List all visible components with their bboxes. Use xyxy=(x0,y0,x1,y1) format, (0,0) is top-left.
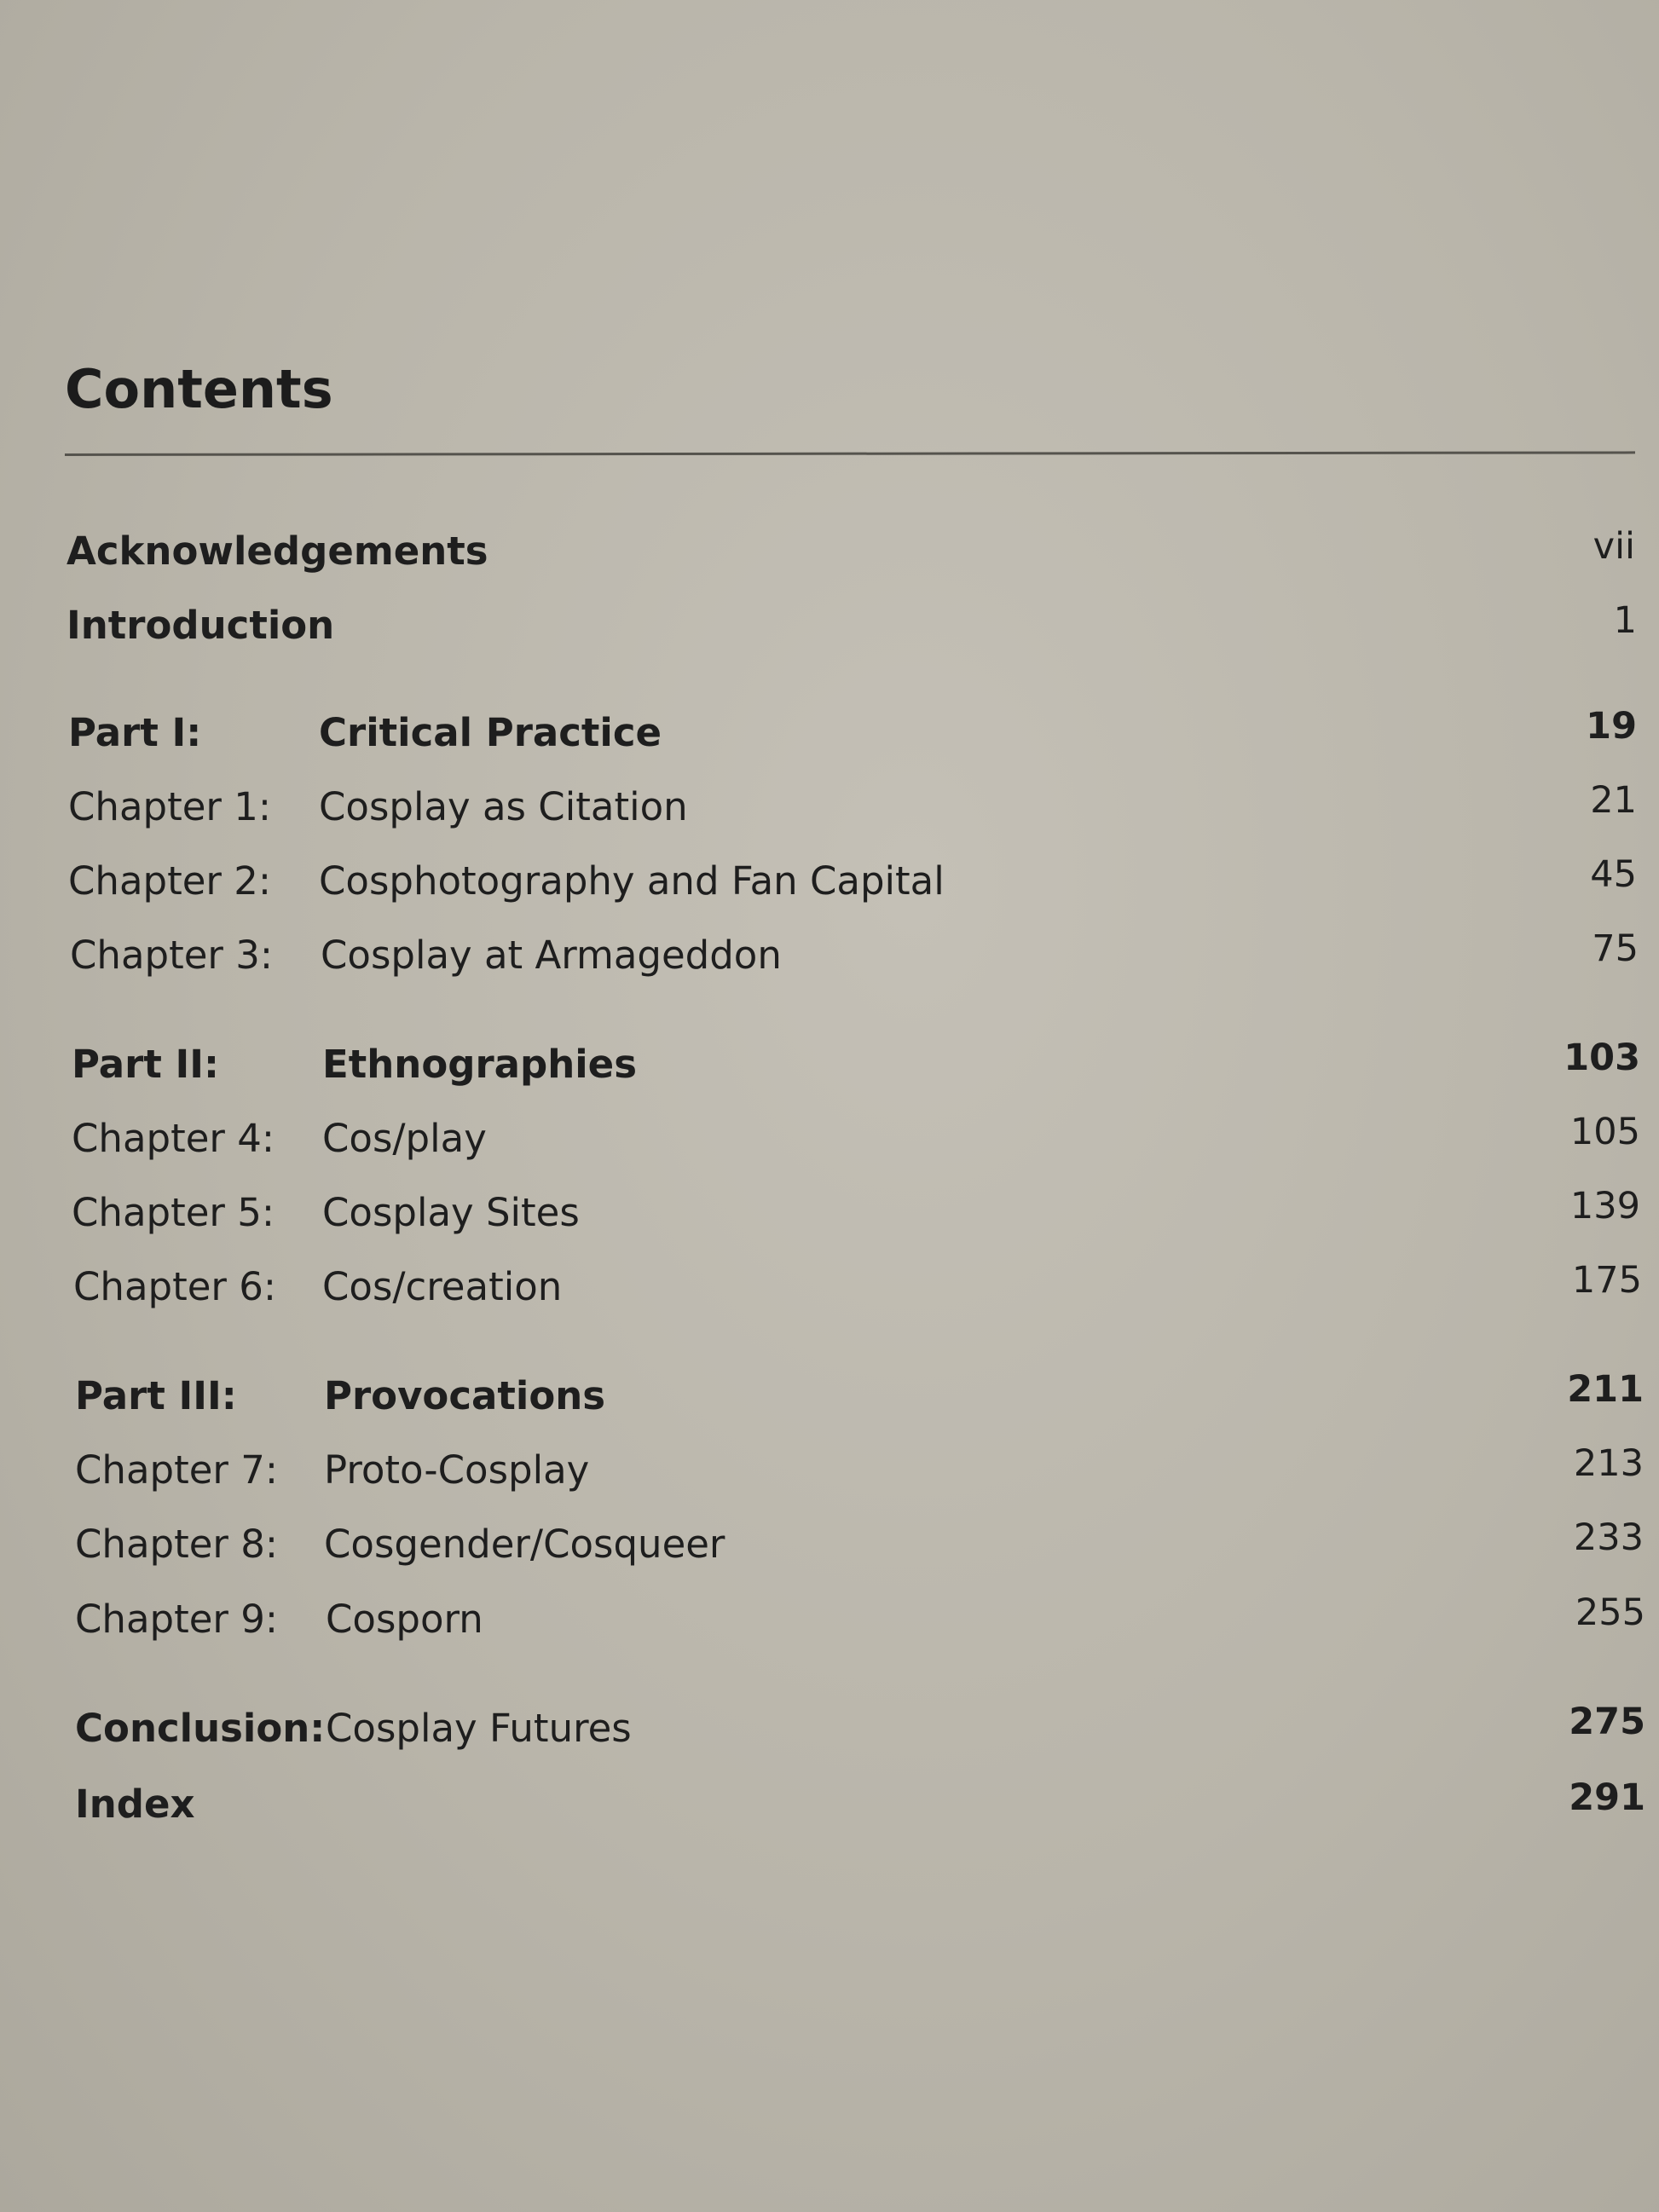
part-title: Ethnographies xyxy=(322,1042,637,1087)
chapter-title: Cos/play xyxy=(322,1116,487,1161)
chapter-label: Chapter 9: xyxy=(75,1597,279,1642)
toc-chapter-2[interactable] xyxy=(0,853,1659,918)
part-label: Part I: xyxy=(68,710,202,755)
toc-chapter-5[interactable] xyxy=(0,1185,1659,1250)
chapter-page: 139 xyxy=(1569,1185,1640,1227)
chapter-label: Chapter 6: xyxy=(73,1264,277,1309)
title-divider xyxy=(65,451,1635,456)
part-title: Provocations xyxy=(324,1373,606,1418)
chapter-label: Chapter 3: xyxy=(70,933,274,978)
entry-page: 275 xyxy=(1569,1701,1645,1743)
chapter-title: Cosplay Sites xyxy=(322,1190,580,1235)
toc-entry-acknowledgements[interactable] xyxy=(0,525,1659,588)
entry-title: Cosplay Futures xyxy=(326,1706,632,1751)
chapter-label: Chapter 2: xyxy=(68,858,272,904)
toc-entry-index[interactable] xyxy=(0,1776,1659,1841)
chapter-title: Cos/creation xyxy=(322,1264,563,1309)
entry-page: 1 xyxy=(1613,599,1637,642)
entry-label: Index xyxy=(75,1782,195,1827)
chapter-title: Cosplay at Armageddon xyxy=(321,933,782,978)
chapter-page: 175 xyxy=(1571,1259,1642,1302)
part-label: Part II: xyxy=(72,1042,219,1087)
toc-chapter-6[interactable] xyxy=(0,1259,1659,1324)
toc-chapter-9[interactable] xyxy=(0,1591,1659,1656)
chapter-page: 213 xyxy=(1573,1442,1644,1485)
chapter-page: 45 xyxy=(1590,853,1637,896)
chapter-label: Chapter 5: xyxy=(72,1190,275,1235)
entry-page: vii xyxy=(1593,525,1635,568)
chapter-page: 233 xyxy=(1573,1516,1644,1559)
chapter-page: 75 xyxy=(1592,927,1639,970)
chapter-title: Cosporn xyxy=(326,1597,483,1642)
toc-entry-introduction[interactable] xyxy=(0,599,1659,662)
toc-entry-conclusion[interactable] xyxy=(0,1701,1659,1765)
entry-title: Acknowledgements xyxy=(66,528,488,574)
toc-chapter-1[interactable] xyxy=(0,779,1659,844)
part-page: 103 xyxy=(1564,1037,1640,1079)
chapter-page: 255 xyxy=(1575,1591,1645,1634)
chapter-title: Cosphotography and Fan Capital xyxy=(319,858,945,904)
chapter-label: Chapter 8: xyxy=(75,1522,279,1567)
chapter-page: 105 xyxy=(1569,1111,1640,1153)
toc-chapter-8[interactable] xyxy=(0,1516,1659,1581)
chapter-title: Cosplay as Citation xyxy=(319,784,688,829)
entry-page: 291 xyxy=(1569,1776,1645,1819)
toc-part-2[interactable] xyxy=(0,1037,1659,1101)
chapter-title: Cosgender/Cosqueer xyxy=(324,1522,725,1567)
chapter-page: 21 xyxy=(1590,779,1637,822)
toc-chapter-3[interactable] xyxy=(0,927,1659,992)
chapter-title: Proto-Cosplay xyxy=(324,1447,590,1493)
part-title: Critical Practice xyxy=(319,710,662,755)
chapter-label: Chapter 1: xyxy=(68,784,272,829)
part-page: 211 xyxy=(1567,1368,1644,1411)
chapter-label: Chapter 7: xyxy=(75,1447,279,1493)
toc-part-3[interactable] xyxy=(0,1368,1659,1433)
toc-chapter-4[interactable] xyxy=(0,1111,1659,1175)
entry-label: Conclusion: xyxy=(75,1706,326,1751)
toc-chapter-7[interactable] xyxy=(0,1442,1659,1507)
chapter-label: Chapter 4: xyxy=(72,1116,275,1161)
part-page: 19 xyxy=(1586,705,1637,748)
entry-title: Introduction xyxy=(66,603,335,648)
page-title: Contents xyxy=(65,358,333,420)
part-label: Part III: xyxy=(75,1373,237,1418)
toc-part-1[interactable] xyxy=(0,705,1659,770)
